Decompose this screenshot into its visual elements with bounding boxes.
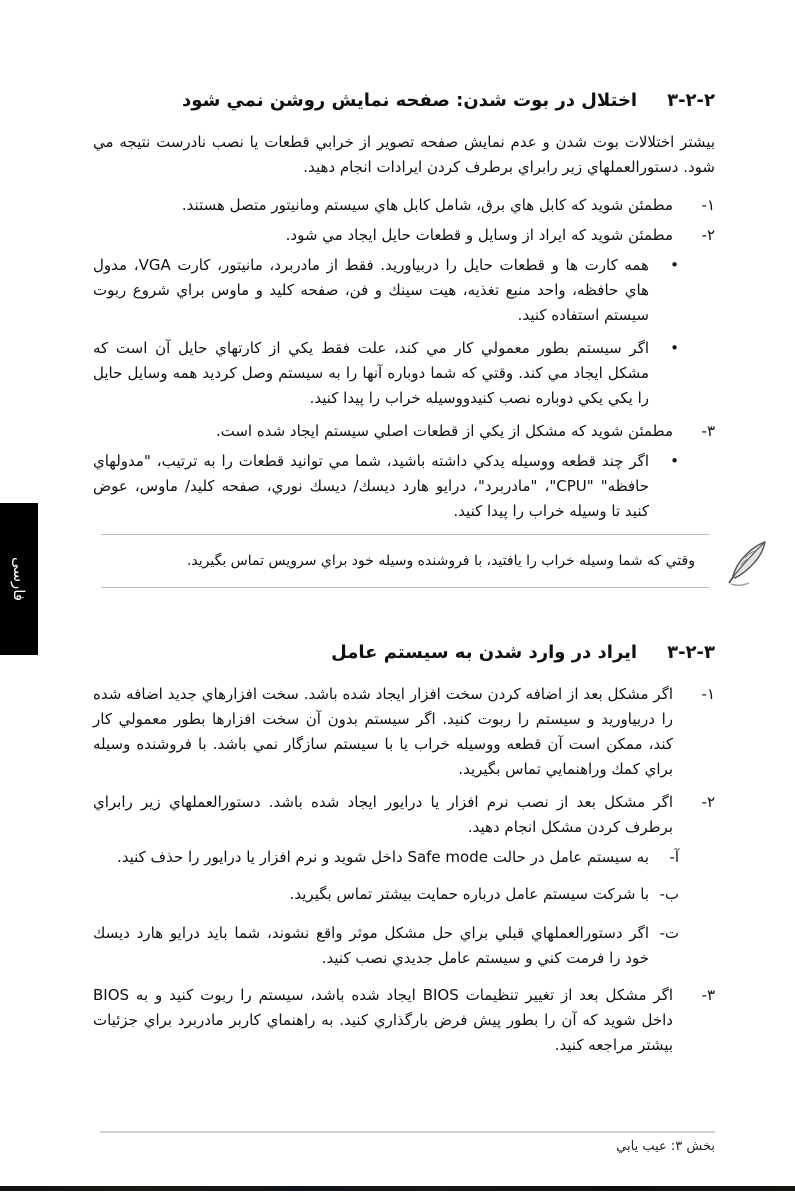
list-item-text: مطمئن شويد كه مشكل از يكي از قطعات اصلي سيستم ايجاد شده است.: [215, 422, 673, 440]
bullet-marker: •: [670, 256, 679, 274]
section-heading-1: [93, 88, 715, 114]
section-number: ۳-۲-۲: [667, 90, 715, 111]
list-item: [93, 983, 715, 1058]
list-item-text: اگر مشكل بعد از اضافه كردن سخت افزار ايجاد شده باشد. سخت افزارهاي جديد اضافه شده را دربياوريد و سيستم را ربوت كنيد. اگر سيستم بدون آن سخت افزارها بطور معمولي كار كند، ممكن است آن قطعه ووسيله خراب يا با سيستم سازگار نمي باشد. با فروشنده وسيله براي كمك وراهنمايي تماس بگيريد.: [93, 685, 673, 778]
list-item: [93, 921, 715, 971]
note-text: وقتي كه شما وسيله خراب را يافتيد، با فروشنده وسيله خود براي سرويس تماس بگيريد.: [186, 553, 695, 569]
footer-section-label: بخش ۳: عيب يابي: [616, 1139, 715, 1154]
list-item-text: همه كارت ها و قطعات حايل را دربياوريد. فقط از مادربرد، مانيتور، كارت VGA، مدول هاي حافظه، واحد منبع تغذيه، هيت سينك و فن، صفحه كليد و ماوس براي شروع ربوت سيستم استفاده كنيد.: [93, 256, 650, 324]
list-item-text: با شركت سيستم عامل درباره حمايت بيشتر تماس بگيريد.: [289, 885, 649, 903]
list-item: [93, 845, 715, 870]
list-item-marker: ۳-: [701, 986, 715, 1004]
scan-edge-artifact: [0, 1186, 795, 1191]
bullet-marker: •: [670, 339, 679, 357]
list-item-marker: ت-: [659, 924, 679, 942]
list-item-text: اگر چند قطعه ووسيله يدكي داشته باشيد، شما مي توانيد قطعات را به ترتيب، "مدولهاي حافظه" "CPU"، "مادربرد"، درايو هارد ديسك/ ديسك نوري، صفحه كليد/ ماوس، عوض كنيد تا وسيله خراب را پيدا كنيد.: [93, 452, 649, 520]
list-item-text: اگر دستورالعملهاي قبلي براي حل مشكل موثر واقع نشوند، شما بايد درايو هارد ديسك خود را فرمت كني و سيستم عامل جديدي نصب كنيد.: [93, 924, 649, 967]
section-title: اختلال در بوت شدن: صفحه نمايش روشن نمي شود: [182, 90, 638, 111]
list-item: [93, 449, 715, 524]
footer-rule: [100, 1131, 715, 1133]
section-number: ۳-۲-۳: [667, 642, 715, 663]
section-intro-paragraph: بيشتر اختلالات بوت شدن و عدم نمايش صفحه تصوير از خرابي قطعات يا نصب نادرست نتيجه مي شود. دستورالعملهاي زير رابراي برطرف كردن ايرادات انجام دهيد.: [93, 133, 715, 176]
language-tab: [0, 503, 38, 655]
list-item-text: اگر سيستم بطور معمولي كار مي كند، علت فقط يكي از كارتهاي حايل آن است كه مشكل ايجاد مي كند. وقتي كه شما دوباره آنها را به سيستم وصل كرديد همه وسايل حايل را يكي يكي دوباره نصب كنيدووسيله خراب را پيدا كنيد.: [93, 339, 649, 407]
section-title: ايراد در وارد شدن به سيستم عامل: [331, 642, 638, 663]
list-item: [93, 882, 715, 907]
list-item-text: به سيستم عامل در حالت Safe mode داخل شويد و نرم افزار يا درايور را حذف كنيد.: [116, 848, 649, 866]
note-box: [101, 534, 709, 588]
language-tab-label: فارسی: [10, 556, 28, 602]
section-heading-2: [93, 640, 715, 666]
list-item-text: مطمئن شويد كه ايراد از وسايل و قطعات حايل ايجاد مي شود.: [285, 226, 673, 244]
list-item-marker: ۲-: [701, 226, 715, 244]
list-item: [93, 682, 715, 782]
quill-pen-icon: [725, 539, 775, 587]
list-item-marker: ۱-: [701, 196, 715, 214]
list-item-marker: ۱-: [701, 685, 715, 703]
list-item: [93, 223, 715, 248]
list-item-text: اگر مشكل بعد از نصب نرم افزار يا درايور ايجاد شده باشد. دستورالعملهاي زير رابراي برطرف كردن مشكل انجام دهيد.: [93, 793, 673, 836]
list-item-text: مطمئن شويد كه كابل هاي برق، شامل كابل هاي سيستم ومانيتور متصل هستند.: [181, 196, 673, 214]
list-item: [93, 193, 715, 218]
list-item: [93, 790, 715, 840]
list-item-marker: ب-: [659, 885, 679, 903]
list-item-text: اگر مشكل بعد از تغيير تنظيمات BIOS ايجاد شده باشد، سيستم را ربوت كنيد و به BIOS داخل شويد كه آن را بطور پيش فرض بارگذاري كنيد. به راهنماي كاربر مادربرد براي جزئيات بيشتر مراجعه كنيد.: [93, 986, 673, 1054]
list-item-marker: آ-: [669, 848, 679, 866]
list-item-marker: ۲-: [701, 793, 715, 811]
list-item-marker: ۳-: [701, 422, 715, 440]
list-item: [93, 253, 715, 328]
list-item: [93, 336, 715, 411]
bullet-marker: •: [670, 452, 679, 470]
page-content: [93, 88, 715, 1063]
list-item: [93, 419, 715, 444]
